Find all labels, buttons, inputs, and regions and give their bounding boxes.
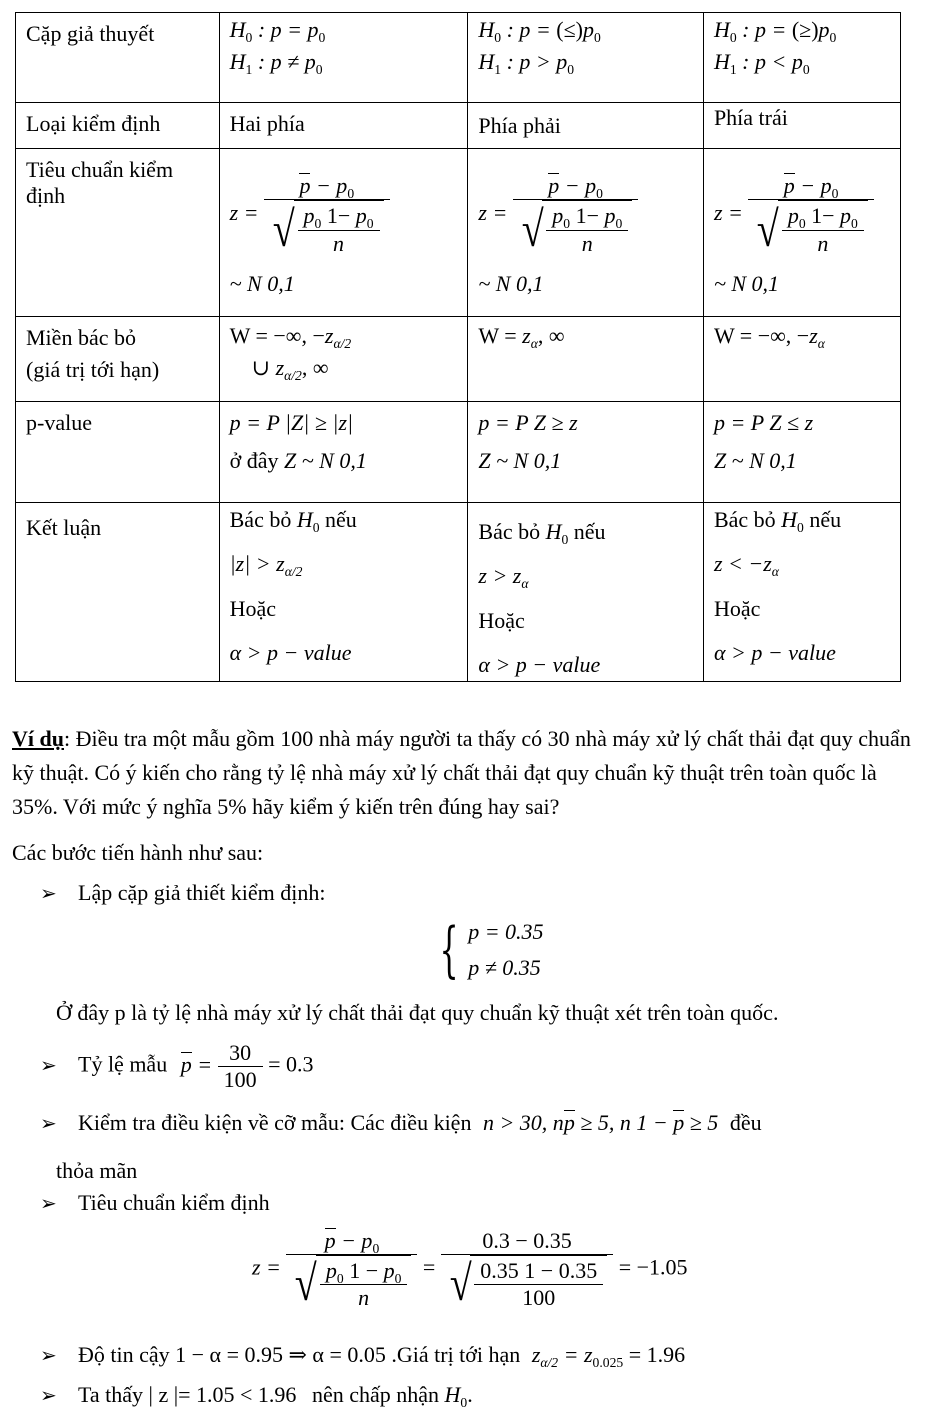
test-statistic-computation: z = $p - p_0$ √ $\frac{p_0 1 - p_0}{n}$ = 0.3 − 0.35 √ $\frac{0.35 1 - 0.35}{100}$ = −1.05 xyxy=(252,1228,688,1311)
table-row xyxy=(16,149,901,317)
hypothesis-test-table xyxy=(15,12,901,682)
step-sample-size-check: ➢ Kiểm tra điều kiện về cỡ mẫu: Các điều kiện n > 30, np ≥ 5, n 1 − p ≥ 5 đều xyxy=(40,1110,762,1135)
test-type-two-sided: Hai phía xyxy=(229,111,305,136)
step-conclusion: ➢ Ta thấy | z |= 1.05 < 1.96 nên chấp nhận $H_0$. xyxy=(40,1382,473,1410)
right-sided-hypotheses: $H_0$ : $p = (\le)p_0$ $H_1$ : $p > p_0$ xyxy=(468,13,704,103)
test-type-left: Phía trái xyxy=(713,105,788,130)
hypotheses-system: { p = 0.35 p ≠ 0.35 xyxy=(439,915,544,985)
row-label-p-value: p-value xyxy=(26,410,92,435)
table-row xyxy=(16,103,901,149)
step-sample-proportion: ➢ Tỷ lệ mẫu p = $\frac{30}{100}$ = 0.3 xyxy=(40,1040,314,1092)
rejection-region-two-sided: W = −∞, $-z_{\alpha/2}$ ∪ $z_{\alpha/2}$, ∞ xyxy=(219,317,468,402)
example-paragraph: Ví dụ: Điều tra một mẫu gồm 100 nhà máy người ta thấy có 30 nhà máy xử lý chất thải đạt quy chuẩn kỹ thuật. Có ý kiến cho rằng tỷ lệ nhà máy xử lý chất thải đạt quy chuẩn kỹ thuật trên toàn quốc là 35%. Với mức ý nghĩa 5% hãy kiểm ý kiến trên đúng hay sai? xyxy=(12,726,911,819)
p-value-left: p = P Z ≤ z Z ~ N 0,1 xyxy=(703,402,900,503)
step-test-statistic: ➢ Tiêu chuẩn kiểm định xyxy=(40,1190,270,1215)
table-row xyxy=(16,503,901,682)
table-row xyxy=(16,13,901,103)
step-sample-size-cont: thỏa mãn xyxy=(56,1158,138,1183)
p-value-two-sided: p = P |Z| ≥ |z| ở đây Z ~ N 0,1 xyxy=(219,402,468,503)
rejection-region-left: W = −∞, $-z_\alpha$ xyxy=(703,317,900,402)
arrowhead-bullet-icon: ➢ xyxy=(40,1385,57,1407)
row-label-conclusion: Kết luận xyxy=(26,515,102,540)
row-label-rejection-region: Miền bác bỏ xyxy=(26,325,136,350)
arrowhead-bullet-icon: ➢ xyxy=(40,1113,57,1135)
test-statistic-formula: z = $p - p_0$ √ $\frac{p_0 1- p_0}{n}$ ~ N 0,1 xyxy=(219,149,468,317)
arrowhead-bullet-icon: ➢ xyxy=(40,883,57,905)
step-confidence-level: ➢ Độ tin cậy 1 − α = 0.95 ⇒ α = 0.05 .Giá trị tới hạn $z_{\alpha/2} = z_{0.025} = 1.96$ xyxy=(40,1342,686,1370)
p-value-right: p = P Z ≥ z Z ~ N 0,1 xyxy=(468,402,704,503)
row-label-hypotheses: Cặp giả thuyết xyxy=(26,21,155,46)
step-hypotheses: ➢ Lập cặp giả thiết kiểm định: xyxy=(40,880,326,905)
rejection-region-right: $W = z_\alpha$, ∞ xyxy=(468,317,704,402)
population-note: Ở đây p là tỷ lệ nhà máy xử lý chất thải đạt quy chuẩn kỹ thuật xét trên toàn quốc. xyxy=(56,1000,779,1025)
conclusion-two-sided: Bác bỏ $H_0$ nếu $|z| > z_{\alpha/2}$ Hoặc α > p − value xyxy=(219,503,468,682)
conclusion-left: Bác bỏ $H_0$ nếu $z < -z_\alpha$ Hoặc α > p − value xyxy=(703,503,900,682)
arrowhead-bullet-icon: ➢ xyxy=(40,1345,57,1367)
test-statistic-formula: z = $p - p_0$ √ $\frac{p_0 1- p_0}{n}$ ~ N 0,1 xyxy=(703,149,900,317)
test-type-right: Phía phải xyxy=(478,113,561,138)
arrowhead-bullet-icon: ➢ xyxy=(40,1193,57,1215)
test-statistic-formula: z = $p - p_0$ √ $\frac{p_0 1- p_0}{n}$ ~ N 0,1 xyxy=(468,149,704,317)
steps-intro: Các bước tiến hành như sau: xyxy=(12,840,264,865)
arrowhead-bullet-icon: ➢ xyxy=(40,1054,57,1077)
row-label-test-type: Loại kiểm định xyxy=(26,111,161,136)
left-brace-icon: { xyxy=(439,915,459,985)
row-label-test-statistic: Tiêu chuẩn kiểm định xyxy=(26,157,174,209)
left-sided-hypotheses: $H_0$ : $p = (\ge)p_0$ $H_1$ : $p < p_0$ xyxy=(703,13,900,103)
table-row xyxy=(16,402,901,503)
table-row: Miền bác bỏ (giá trị tới hạn) W = −∞, $-z_{\alpha/2}$ ∪ $z_{\alpha/2}$, ∞ $W = z_\alpha$, ∞ W = −∞, $-z_\alpha$ xyxy=(16,317,901,402)
two-sided-hypotheses: $H_0$ : $p = p_0$ $H_1$ : $p \ne p_0$ xyxy=(219,13,468,103)
conclusion-right: Bác bỏ $H_0$ nếu $z > z_\alpha$ Hoặc α > p − value xyxy=(468,503,704,682)
